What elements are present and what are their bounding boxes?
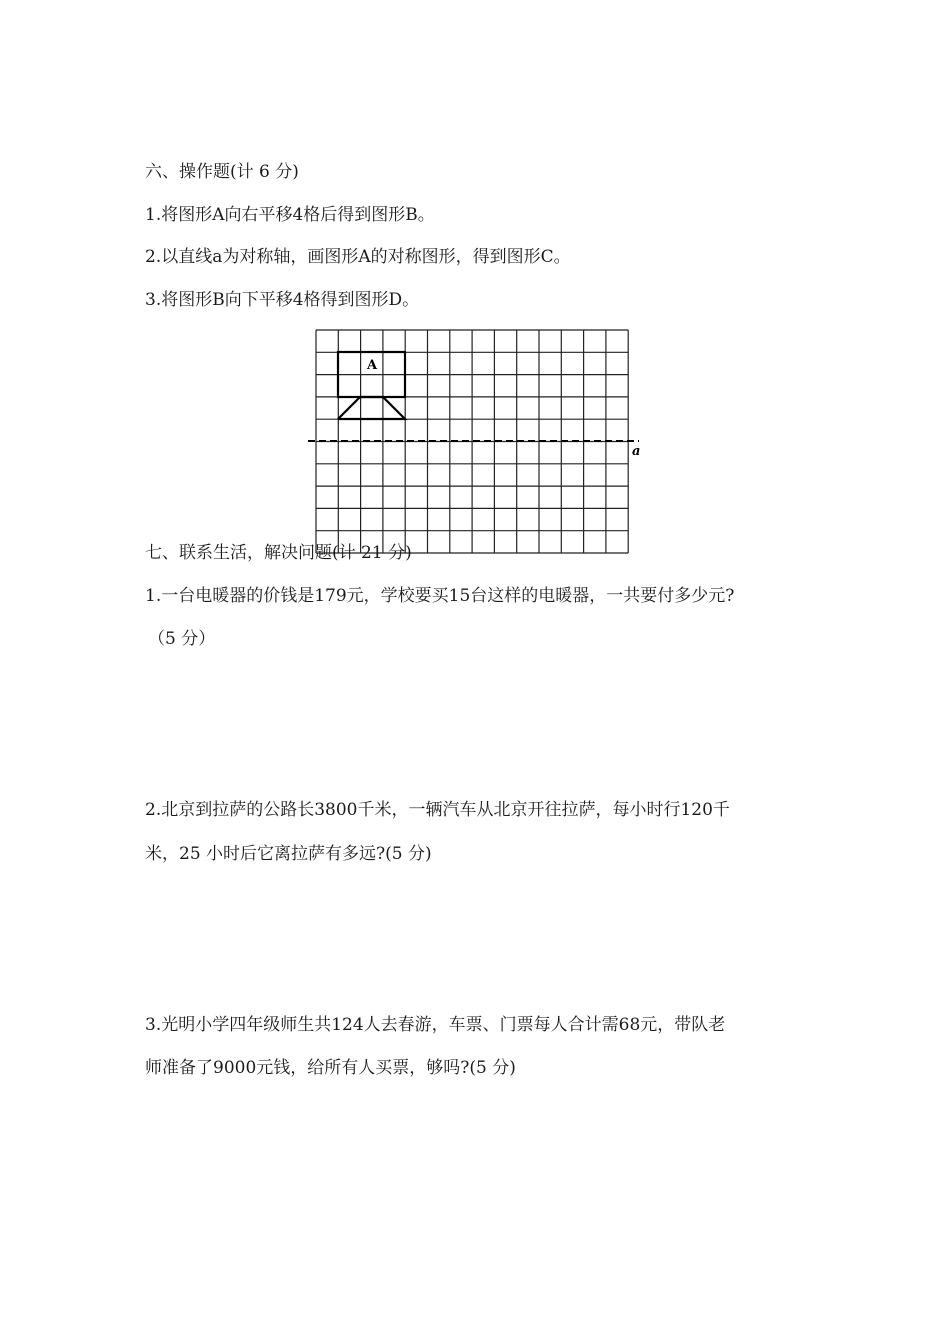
problem-7-2-line1: 2.北京到拉萨的公路长3800千米，一辆汽车从北京开往拉萨，每小时行120千 <box>145 800 730 820</box>
problem-7-2-line2: 米，25 小时后它离拉萨有多远?(5 分) <box>145 844 432 864</box>
problem-7-1-line2: （5 分） <box>148 629 216 649</box>
axis-label: a <box>632 444 641 459</box>
grid-figure <box>305 325 645 557</box>
section-7-heading: 七、联系生活，解决问题(计 21 分) <box>145 543 412 563</box>
problem-7-3-line2: 师准备了9000元钱，给所有人买票，够吗?(5 分) <box>145 1058 516 1078</box>
question-6-3: 3.将图形B向下平移4格得到图形D。 <box>145 290 420 310</box>
question-6-2: 2.以直线a为对称轴，画图形A的对称图形，得到图形C。 <box>145 247 571 267</box>
shape-a-trapezoid <box>338 397 405 419</box>
grid-svg <box>305 325 645 557</box>
question-6-1: 1.将图形A向右平移4格后得到图形B。 <box>145 205 435 225</box>
section-6-heading: 六、操作题(计 6 分) <box>145 162 299 182</box>
problem-7-1-line1: 1.一台电暖器的价钱是179元，学校要买15台这样的电暖器，一共要付多少元? <box>145 586 735 606</box>
shape-a-label: A <box>367 358 378 373</box>
problem-7-3-line1: 3.光明小学四年级师生共124人去春游，车票、门票每人合计需68元，带队老 <box>145 1015 726 1035</box>
